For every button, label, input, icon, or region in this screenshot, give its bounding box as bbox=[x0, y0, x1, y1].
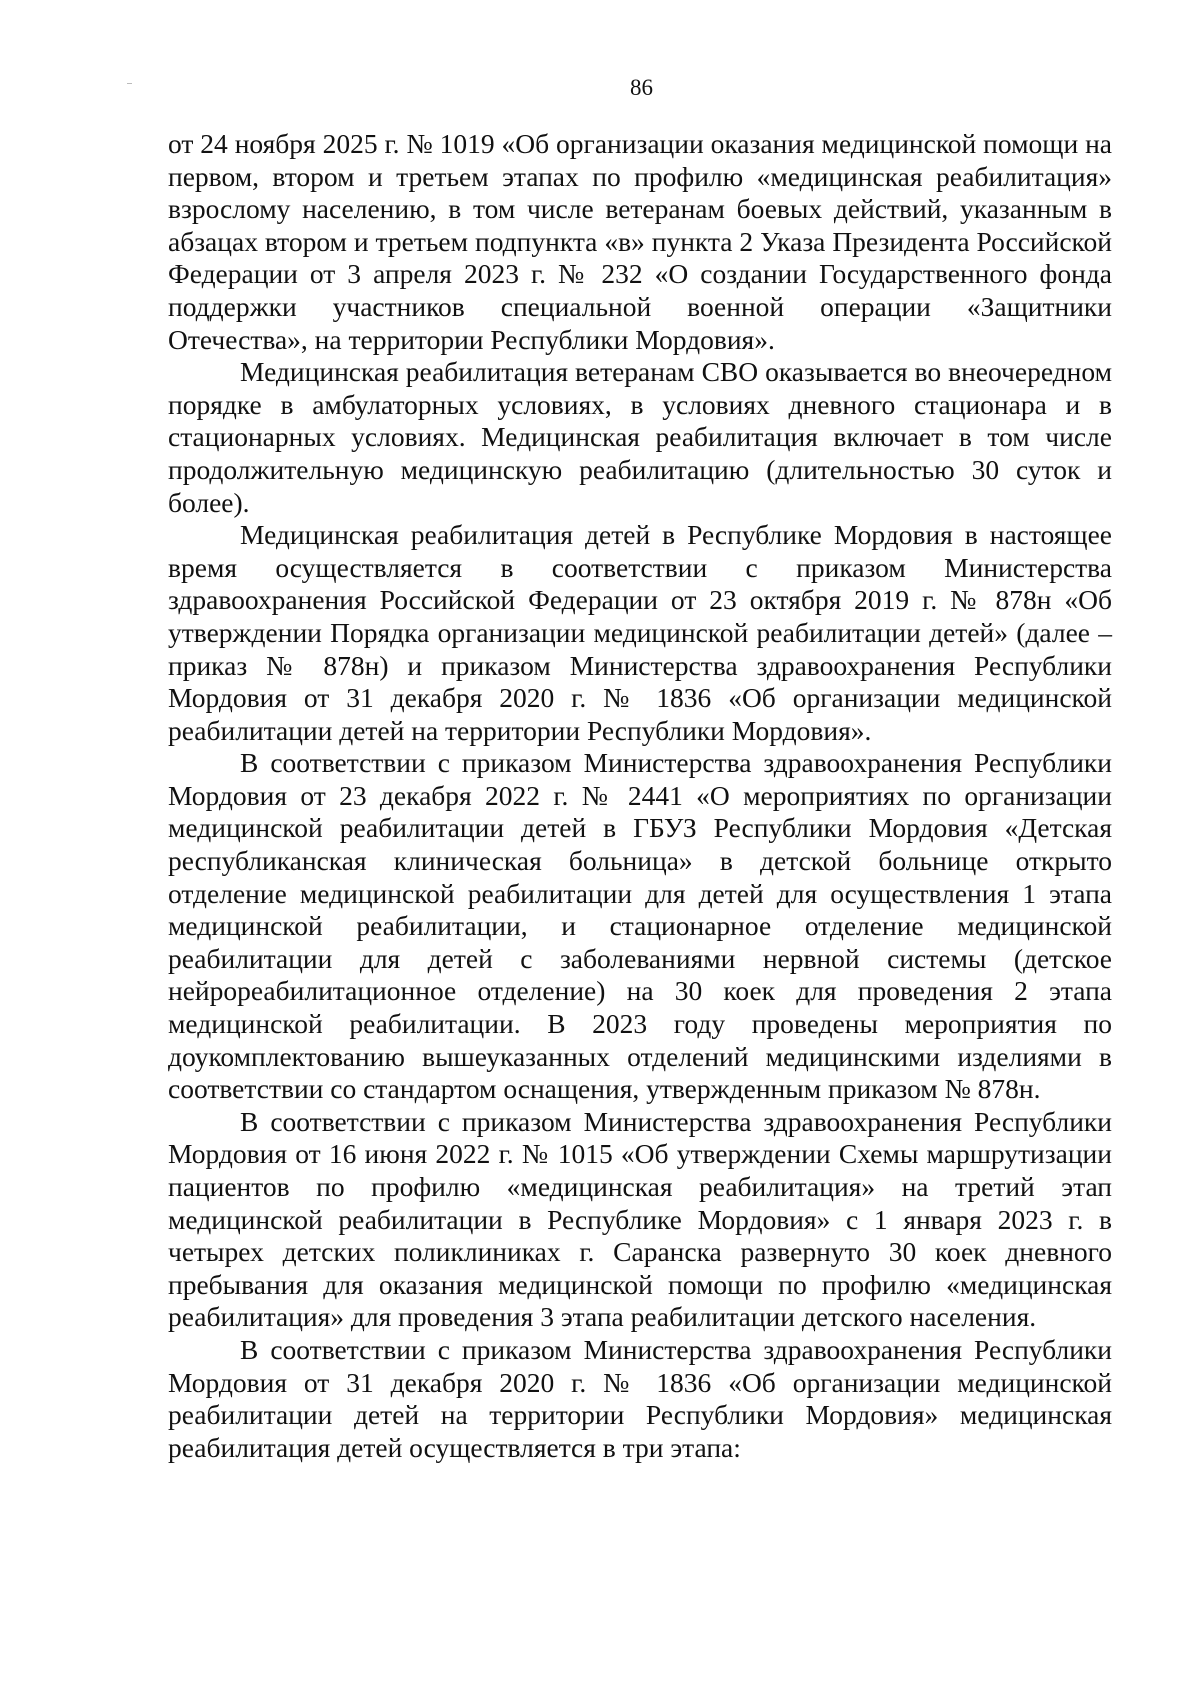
paragraph-order-1836: В соответствии с приказом Министерства здравоохранения Республики Мордовия от 31 декабря 2020 г. № 1836 «Об организации медицинской реабилитации детей на территории Республики Мордовия» медицинская реабилитация детей осуществляется в три этапа: bbox=[168, 1333, 1112, 1463]
page-number: 86 bbox=[630, 75, 653, 100]
document-body bbox=[168, 128, 1112, 1464]
paragraph-continuation: от 24 ноября 2025 г. № 1019 «Об организации оказания медицинской помощи на первом, втором и третьем этапах по профилю «медицинская реабилитация» взрослому населению, в том числе ветеранам боевых действий, указанным в абзацах втором и третьем подпункта «в» пункта 2 Указа Президента Российской Федерации от 3 апреля 2023 г. № 232 «О создании Государственного фонда поддержки участников специальной военной операции «Защитники Отечества», на территории Республики Мордовия». bbox=[168, 128, 1112, 355]
paragraph-svo-veterans: Медицинская реабилитация ветеранам СВО оказывается во внеочередном порядке в амбулаторных условиях, в условиях дневного стационара и в стационарных условиях. Медицинская реабилитация включает в том числе продолжительную медицинскую реабилитацию (длительностью 30 суток и более). bbox=[168, 356, 1112, 518]
paragraph-order-1015: В соответствии с приказом Министерства здравоохранения Республики Мордовия от 16 июня 2022 г. № 1015 «Об утверждении Схемы маршрутизации пациентов по профилю «медицинская реабилитация» на третий этап медицинской реабилитации в Республике Мордовия» с 1 января 2023 г. в четырех детских поликлиниках г. Саранска развернуто 30 коек дневного пребывания для оказания медицинской помощи по профилю «медицинская реабилитация» для проведения 3 этапа реабилитации детского населения. bbox=[168, 1105, 1112, 1333]
paragraph-children-rehabilitation: Медицинская реабилитация детей в Республике Мордовия в настоящее время осуществляется в соответствии с приказом Министерства здравоохранения Российской Федерации от 23 октября 2019 г. № 878н «Об утверждении Порядка организации медицинской реабилитации детей» (далее – приказ № 878н) и приказом Министерства здравоохранения Республики Мордовия от 31 декабря 2020 г. № 1836 «Об организации медицинской реабилитации детей на территории Республики Мордовия». bbox=[168, 519, 1112, 746]
paragraph-order-2441: В соответствии с приказом Министерства здравоохранения Республики Мордовия от 23 декабря 2022 г. № 2441 «О мероприятиях по организации медицинской реабилитации детей в ГБУЗ Республики Мордовия «Детская республиканская клиническая больница» в детской больнице открыто отделение медицинской реабилитации для детей для осуществления 1 этапа медицинской реабилитации, и стационарное отделение медицинской реабилитации для детей с заболеваниями нервной системы (детское нейрореабилитационное отделение) на 30 коек для проведения 2 этапа медицинской реабилитации. В 2023 году проведены мероприятия по доукомплектованию вышеуказанных отделений медицинскими изделиями в соответствии со стандартом оснащения, утвержденным приказом № 878н. bbox=[168, 747, 1112, 1105]
